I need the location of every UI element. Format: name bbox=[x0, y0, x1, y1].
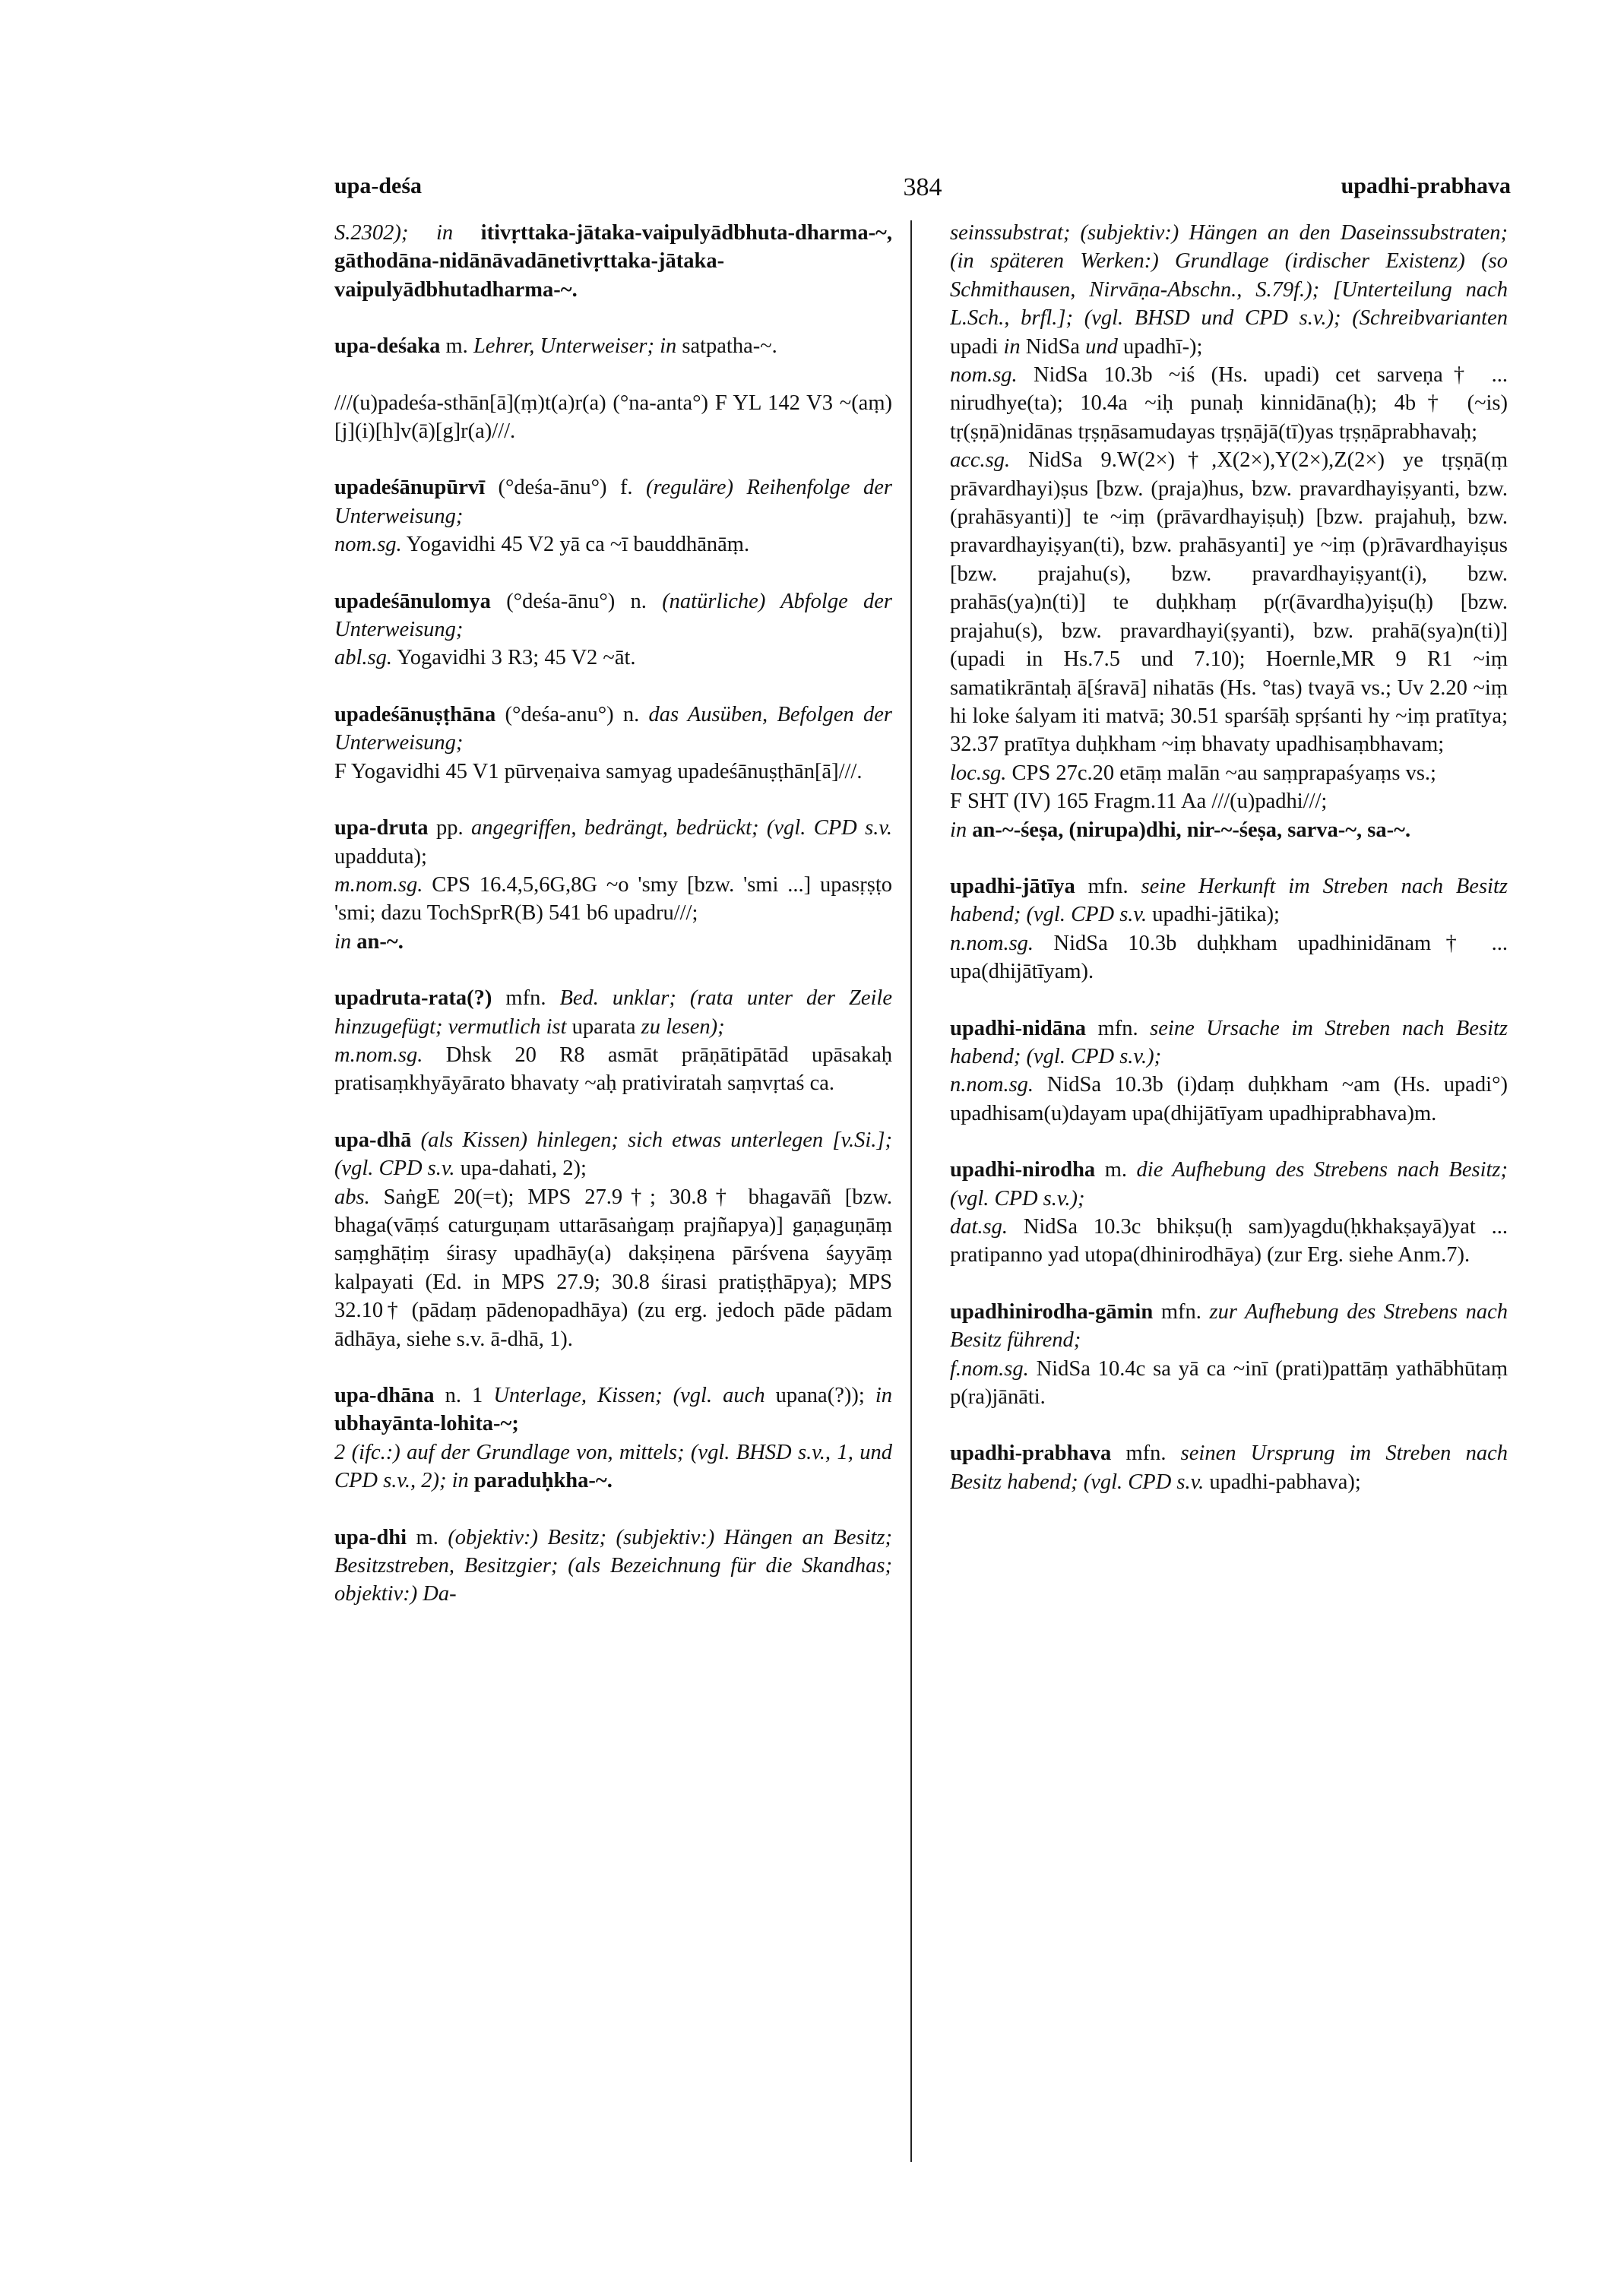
entry-upadhi-jatiya: upadhi-jātīya mfn. seine Herkunft im Streben nach Besitz habend; (vgl. CPD s.v. upadhi-jātika); n.nom.sg. NidSa 10.3b duḥkham upadhinidānam† ... upa(dhijātīyam). bbox=[950, 874, 1508, 984]
entry-upa-druta: upa-druta pp. angegriffen, bedrängt, bedrückt; (vgl. CPD s.v. upadduta); m.nom.sg. CPS 16.4,5,6G,8G ~o 'smy [bzw. 'smi ...] upasṛṣṭo 'smi; dazu TochSprR(B) 541 b6 upadru///; in an-~. bbox=[334, 816, 892, 954]
entry-upa-dhi: upa-dhi m. (objektiv:) Besitz; (subjektiv:) Hängen an Besitz; Besitzstreben, Besitzgier; (als Bezeichnung für die Skandhas; objektiv:) Da- bbox=[334, 1525, 892, 1606]
headword: upa-deśaka bbox=[334, 334, 441, 359]
headword: upadhi-prabhava bbox=[950, 1441, 1112, 1466]
entry-upadruta-rata: upadruta-rata(?) mfn. Bed. unklar; (rata unter der Zeile hinzugefügt; vermutlich ist uparata zu lesen); m.nom.sg. Dhsk 20 R8 asmāt prāṇātipātād upāsakaḥ pratisaṃkhyāyārato bhavaty ~aḥ prativiratah saṃvṛtaś ca. bbox=[334, 986, 892, 1096]
entry-upa-desaka: upa-deśaka m. Lehrer, Unterweiser; in satpatha-~. bbox=[334, 334, 777, 359]
entry-upadesanulomya: upadeśānulomya (°deśa-ānu°) n. (natürliche) Abfolge der Unterweisung; abl.sg. Yogavidhi 3 R3; 45 V2 ~āt. bbox=[334, 589, 892, 670]
entry-upa-dhi-continued: seinssubstrat; (subjektiv:) Hängen an den Daseinssubstraten; (in späteren Werken:) Grundlage (irdischer Existenz) (so Schmithausen, Nirvāṇa-Abschn., S.79f.); [Unterteilung nach L.Sch., brfl.]; (vgl. BHSD und CPD s.v.); (Schreibvarianten upadi in NidSa und upadhī-); nom.sg. NidSa 10.3b ~iś (Hs. upadi) cet sarveṇa† ... nirudhye(ta); 10.4a ~iḥ punaḥ kinnidāna(ḥ); 4b† (~is) tṛ(ṣṇā)nidānas tṛṣṇāsamudayas tṛṣṇājā(tī)yas tṛṣṇāprabhavaḥ; acc.sg. NidSa 9.W(2×)†,X(2×),Y(2×),Z(2×) ye tṛṣṇā(ṃ prāvardhayi)ṣus [bzw. (praja)hus, bzw. pravardhayiṣyanti, bzw. (prahāsyanti)] te ~iṃ (prāvardhayiṣuḥ) [bzw. prajahuḥ, bzw. pravardhayiṣyan(ti), bzw. prahāsyanti] ye ~iṃ (p)rāvardhayiṣus [bzw. prajahu(s), bzw. pravardhayiṣyant(i), bzw. prahās(ya)n(ti)] te duḥkhaṃ p(r(āvardha)yiṣu(ḥ) [bzw. prajahu(s), bzw. pravardhayi(ṣyanti), bzw. prahā(sya)n(ti)] (upadi in Hs.7.5 und 7.10); Hoernle,MR 9 R1 ~iṃ samatikrāntaḥ ā[śravā] nihatās (Hs. °tas) tvayā vs.; Uv 2.20 ~iṃ hi loke śalyam iti matvā; 30.51 sparśāḥ spṛśanti hy ~iṃ pratītya; 32.37 pratītya duḥkham ~iṃ bhavaty upadhisaṃbhavam; loc.sg. CPS 27c.20 etāṃ malān ~au saṃprapaśyaṃs vs.; F SHT (IV) 165 Fragm.11 Aa ///(u)padhi///; in an-~-śeṣa, (nirupa)dhi, nir-~-śeṣa, sarva-~, sa-~. bbox=[950, 221, 1508, 842]
entry-upa-dha: upa-dhā (als Kissen) hinlegen; sich etwas unterlegen [v.Si.]; (vgl. CPD s.v. upa-dahati, 2); abs. SaṅgE 20(=t); MPS 27.9†; 30.8† bhagavāñ [bzw. bhaga(vāṃś caturguṇam uttarāsaṅgaṃ prajñapya)] gaṇaguṇāṃ saṃghāṭiṃ śirasy upadhāy(a) dakṣiṇena pārśvena śayyāṃ kalpayati (Ed. in MPS 27.9; 30.8 śirasi pratiṣṭhāpya); MPS 32.10† (pādaṃ pādenopadhāya) (zu erg. jedoch pāde pādam ādhāya, siehe s.v. ā-dhā, 1). bbox=[334, 1128, 892, 1351]
column-divider bbox=[910, 220, 912, 2162]
entry-upadesanusthana: upadeśānuṣṭhāna (°deśa-anu°) n. das Ausüben, Befolgen der Unterweisung; F Yogavidhi 45 V1 pūrveṇaiva samyag upadeśānuṣṭhān[ā]///. bbox=[334, 702, 892, 783]
headword: upadeśānuṣṭhāna bbox=[334, 702, 496, 726]
entry-fragment-upadesa-sthana: ///(u)padeśa-sthān[ā](ṃ)t(a)r(a) (°na-anta°) F YL 142 V3 ~(aṃ) [j](i)[h]v(ā)[g]r(a)///. bbox=[334, 391, 892, 444]
entry-upadhi-nidana: upadhi-nidāna mfn. seine Ursache im Streben nach Besitz habend; (vgl. CPD s.v.); n.nom.sg. NidSa 10.3b (i)daṃ duḥkham ~am (Hs. upadi°) upadhisam(u)dayam upa(dhijātīyam upadhiprabhava)m. bbox=[950, 1016, 1508, 1125]
headword: upa-druta bbox=[334, 816, 429, 840]
headword: upa-dhā bbox=[334, 1128, 412, 1152]
page-header bbox=[334, 173, 1511, 204]
entry-upa-dhana: upa-dhāna n. 1 Unterlage, Kissen; (vgl. auch upana(?)); in ubhayānta-lohita-~; 2 (ifc.:) auf der Grundlage von, mittels; (vgl. BHSD s.v., 1, und CPD s.v., 2); in paraduḥkha-~. bbox=[334, 1384, 892, 1493]
right-column bbox=[950, 219, 1508, 2210]
headword: upadhinirodha-gāmin bbox=[950, 1299, 1154, 1324]
entry-upadhi-nirodha: upadhi-nirodha m. die Aufhebung des Strebens nach Besitz; (vgl. CPD s.v.); dat.sg. NidSa 10.3c bhikṣu(ḥ sam)yagdu(ḥkhakṣayā)yat ... pratipanno yad utopa(dhinirodhāya) (zur Erg. siehe Anm.7). bbox=[950, 1158, 1508, 1267]
entry-continuation: S.2302); in itivṛttaka-jātaka-vaipulyādbhuta-dharma-~, gāthodāna-nidānāvadānetivṛttaka-jātaka-vaipulyādbhutadharma-~. bbox=[334, 221, 892, 302]
headword: upa-dhāna bbox=[334, 1384, 435, 1407]
entry-upadhi-prabhava: upadhi-prabhava mfn. seinen Ursprung im Streben nach Besitz habend; (vgl. CPD s.v. upadhi-pabhava); bbox=[950, 1441, 1508, 1494]
headword: upadeśānulomya bbox=[334, 589, 491, 613]
headword: upa-dhi bbox=[334, 1525, 407, 1549]
page-number: 384 bbox=[903, 173, 942, 201]
entry-upadhinirodha-gamin: upadhinirodha-gāmin mfn. zur Aufhebung des Strebens nach Besitz führend; f.nom.sg. NidSa 10.4c sa yā ca ~inī (prati)pattāṃ yathābhūtaṃ p(ra)jānāti. bbox=[950, 1299, 1508, 1410]
running-head-left: upa-deśa bbox=[334, 173, 423, 198]
headword: upadeśānupūrvī bbox=[334, 476, 486, 500]
entry-upadesanupurvi: upadeśānupūrvī (°deśa-ānu°) f. (reguläre) Reihenfolge der Unterweisung; nom.sg. Yogavidhi 45 V2 yā ca ~ī bauddhānāṃ. bbox=[334, 476, 892, 557]
headword: upadhi-jātīya bbox=[950, 874, 1075, 898]
headword: upadruta-rata(?) bbox=[334, 986, 492, 1011]
running-head-right: upadhi-prabhava bbox=[1341, 173, 1511, 198]
left-column bbox=[334, 219, 892, 2210]
headword: upadhi-nidāna bbox=[950, 1016, 1087, 1040]
headword: upadhi-nirodha bbox=[950, 1158, 1096, 1182]
